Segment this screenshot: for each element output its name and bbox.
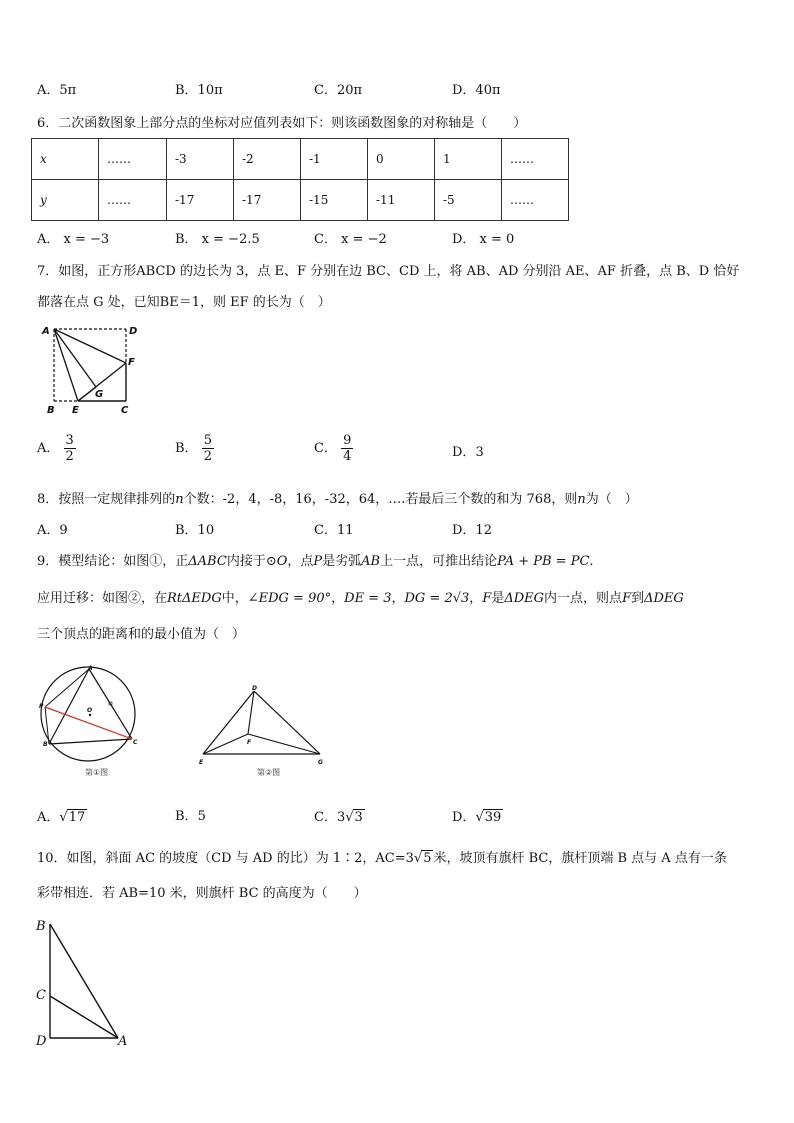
- q8-option-d: D．12: [452, 523, 492, 538]
- variable-n: n: [577, 492, 586, 507]
- table-cell: -17: [234, 180, 301, 221]
- fraction-denominator: 2: [65, 449, 74, 464]
- sqrt-sign: √: [59, 810, 68, 825]
- table-cell: ……: [99, 180, 167, 221]
- q7-stem-line1: 7．如图，正方形ABCD 的边长为 3，点 E、F 分别在边 BC、CD 上，将 AB、AD 分别沿 AE、AF 折叠，点 B、D 恰好: [37, 264, 740, 279]
- table-row: [32, 139, 569, 180]
- table-cell: 1: [435, 139, 502, 180]
- option-coef: 3: [336, 810, 346, 825]
- q9-figure-2: [196, 684, 332, 784]
- fig-label-c: C: [121, 405, 129, 416]
- option-radicand: 39: [484, 810, 502, 825]
- math-expr: AB: [361, 554, 381, 569]
- stem-text: 米，坡顶有旗杆 BC，旗杆顶端 B 点与 A 点有一条: [433, 851, 727, 866]
- fig-label-e: E: [199, 759, 204, 766]
- math-expr: ⊙O: [265, 554, 288, 569]
- table-cell: ……: [502, 139, 569, 180]
- figure-caption: 第①图: [85, 768, 109, 777]
- table-cell: ……: [502, 180, 569, 221]
- q7-option-a: [37, 433, 76, 464]
- fraction-numerator: 5: [203, 433, 212, 448]
- fraction-denominator: 2: [203, 449, 212, 464]
- option-letter: A．: [37, 810, 60, 825]
- q9-line1: [37, 554, 594, 570]
- fraction: [202, 433, 214, 464]
- fraction: [64, 433, 76, 464]
- table-cell: -5: [435, 180, 502, 221]
- fig-label-b: B: [47, 405, 55, 416]
- q7-stem-line2: 都落在点 G 处，已知BE＝1，则 EF 的长为（ ）: [37, 295, 331, 310]
- q8-option-a: A．9: [37, 523, 68, 538]
- option-letter: A．: [37, 441, 60, 456]
- option-value: 5: [197, 809, 206, 824]
- math-expr: ΔDEG: [504, 591, 545, 606]
- q9-option-c: [314, 809, 365, 826]
- q6-option-b: B． x = −2.5: [175, 232, 260, 247]
- q5-option-c: C．20π: [314, 83, 363, 98]
- math-expr: ∠EDG = 90°: [247, 591, 332, 606]
- stem-text: 上一点，可推出结论: [380, 554, 498, 569]
- q6-option-c: C． x = −2: [314, 232, 387, 247]
- q6-value-table: [31, 138, 569, 221]
- sqrt-sign: √: [413, 851, 423, 866]
- q7-square-figure: [38, 323, 142, 417]
- table-cell: y: [32, 180, 99, 221]
- table-cell: -3: [167, 139, 234, 180]
- fig-label-c: C: [133, 739, 138, 746]
- option-letter: C．: [314, 441, 337, 456]
- q7-option-b: [175, 433, 214, 464]
- table-cell: ……: [99, 139, 167, 180]
- stem-text: 内接于: [226, 554, 266, 569]
- option-letter: C．: [314, 810, 337, 825]
- math-expr: F: [622, 591, 632, 606]
- stem-text: 个数：-2，4，-8，16，-32，64，….若最后三个数的和为 768，则: [183, 492, 578, 507]
- option-value: 3: [475, 445, 484, 460]
- stem-text: ，: [331, 591, 345, 606]
- table-cell: -17: [167, 180, 234, 221]
- option-radicand: 3: [354, 810, 363, 825]
- q7-option-d: [452, 445, 484, 461]
- math-expr: DG = 2√3: [404, 591, 470, 606]
- stem-text: 到: [631, 591, 645, 606]
- q9-option-d: [452, 809, 503, 826]
- fig-label-a: A: [88, 665, 93, 672]
- radicand: 5: [423, 851, 432, 866]
- option-letter: D．: [452, 445, 476, 460]
- q9-line2: [37, 591, 684, 607]
- stem-text: ，点: [287, 554, 314, 569]
- q5-option-b: B．10π: [175, 83, 223, 98]
- table-cell: -1: [301, 139, 368, 180]
- q9-option-a: [37, 809, 87, 826]
- math-expr: DE = 3: [344, 591, 392, 606]
- q5-option-d: D．40π: [452, 83, 501, 98]
- option-letter: B．: [175, 441, 198, 456]
- table-cell: x: [32, 139, 99, 180]
- stem-text: ，: [391, 591, 405, 606]
- math-expr: PA + PB = PC: [497, 554, 590, 569]
- q10-line1: [37, 850, 727, 867]
- stem-text: ，: [469, 591, 483, 606]
- fig-label-c: C: [36, 988, 46, 1003]
- fig-label-p: P: [39, 703, 44, 710]
- stem-text: 10．如图，斜面 AC 的坡度（CD 与 AD 的比）为 1∶2，AC=3: [37, 851, 414, 866]
- fig-label-d: D: [252, 685, 257, 692]
- fraction-numerator: 3: [65, 433, 74, 448]
- fig-label-b: B: [36, 919, 46, 934]
- sqrt-sign: √: [345, 810, 354, 825]
- table-cell: -15: [301, 180, 368, 221]
- q9-figure-1: [30, 664, 150, 784]
- fig-label-g: G: [95, 389, 104, 400]
- q10-line2: 彩带相连．若 AB=10 米，则旗杆 BC 的高度为（ ）: [37, 886, 367, 901]
- figure-caption: 第②图: [257, 768, 281, 777]
- fig-label-e: E: [72, 405, 79, 416]
- fig-label-a: A: [118, 1034, 128, 1048]
- stem-text: 8．按照一定规律排列的: [37, 492, 176, 507]
- math-expr: ΔDEG: [644, 591, 684, 606]
- fig-label-o: O: [87, 707, 93, 714]
- q6-stem: 6．二次函数图象上部分点的坐标对应值列表如下：则该函数图象的对称轴是（ ）: [37, 116, 527, 131]
- stem-text: 是劣弧: [322, 554, 362, 569]
- q6-option-a: A． x = −3: [37, 232, 110, 247]
- fraction: [341, 433, 353, 464]
- q9-line3: 三个顶点的距离和的最小值为（ ）: [37, 627, 246, 642]
- variable-n: n: [175, 492, 184, 507]
- q6-option-d: D． x = 0: [452, 232, 515, 247]
- q10-flagpole-figure: [32, 914, 132, 1048]
- q5-option-a: A．5π: [37, 83, 77, 98]
- q9-option-b: [175, 809, 206, 825]
- math-expr: F: [482, 591, 492, 606]
- table-cell: -11: [368, 180, 435, 221]
- stem-text: .: [589, 554, 594, 569]
- sqrt-sign: √: [475, 810, 484, 825]
- q8-option-b: B．10: [175, 523, 215, 538]
- fig-label-g: G: [318, 759, 323, 766]
- option-letter: B．: [175, 809, 198, 824]
- stem-text: 9．模型结论：如图①，正: [37, 554, 189, 569]
- fig-label-a: A: [42, 326, 50, 337]
- fraction-numerator: 9: [343, 433, 352, 448]
- stem-text: 内一点，则点: [544, 591, 623, 606]
- stem-text: 是: [491, 591, 505, 606]
- fig-label-d: D: [36, 1034, 47, 1048]
- table-cell: 0: [368, 139, 435, 180]
- q8-option-c: C．11: [314, 523, 354, 538]
- q7-option-c: [314, 433, 353, 464]
- stem-text: 为（ ）: [585, 492, 638, 507]
- fraction-denominator: 4: [343, 449, 352, 464]
- fig-label-f: F: [128, 357, 135, 368]
- fig-label-d: D: [129, 326, 138, 337]
- table-row: [32, 180, 569, 221]
- stem-text: 应用迁移：如图②，在: [37, 591, 168, 606]
- math-expr: ΔABC: [188, 554, 227, 569]
- stem-text: 中，: [221, 591, 248, 606]
- q8-stem: [37, 492, 638, 508]
- math-expr: P: [313, 554, 323, 569]
- table-cell: -2: [234, 139, 301, 180]
- math-expr: RtΔEDG: [167, 591, 222, 606]
- option-letter: D．: [452, 810, 476, 825]
- fig-label-b: B: [43, 741, 48, 748]
- option-radicand: 17: [68, 810, 86, 825]
- fig-label-f: F: [247, 739, 252, 746]
